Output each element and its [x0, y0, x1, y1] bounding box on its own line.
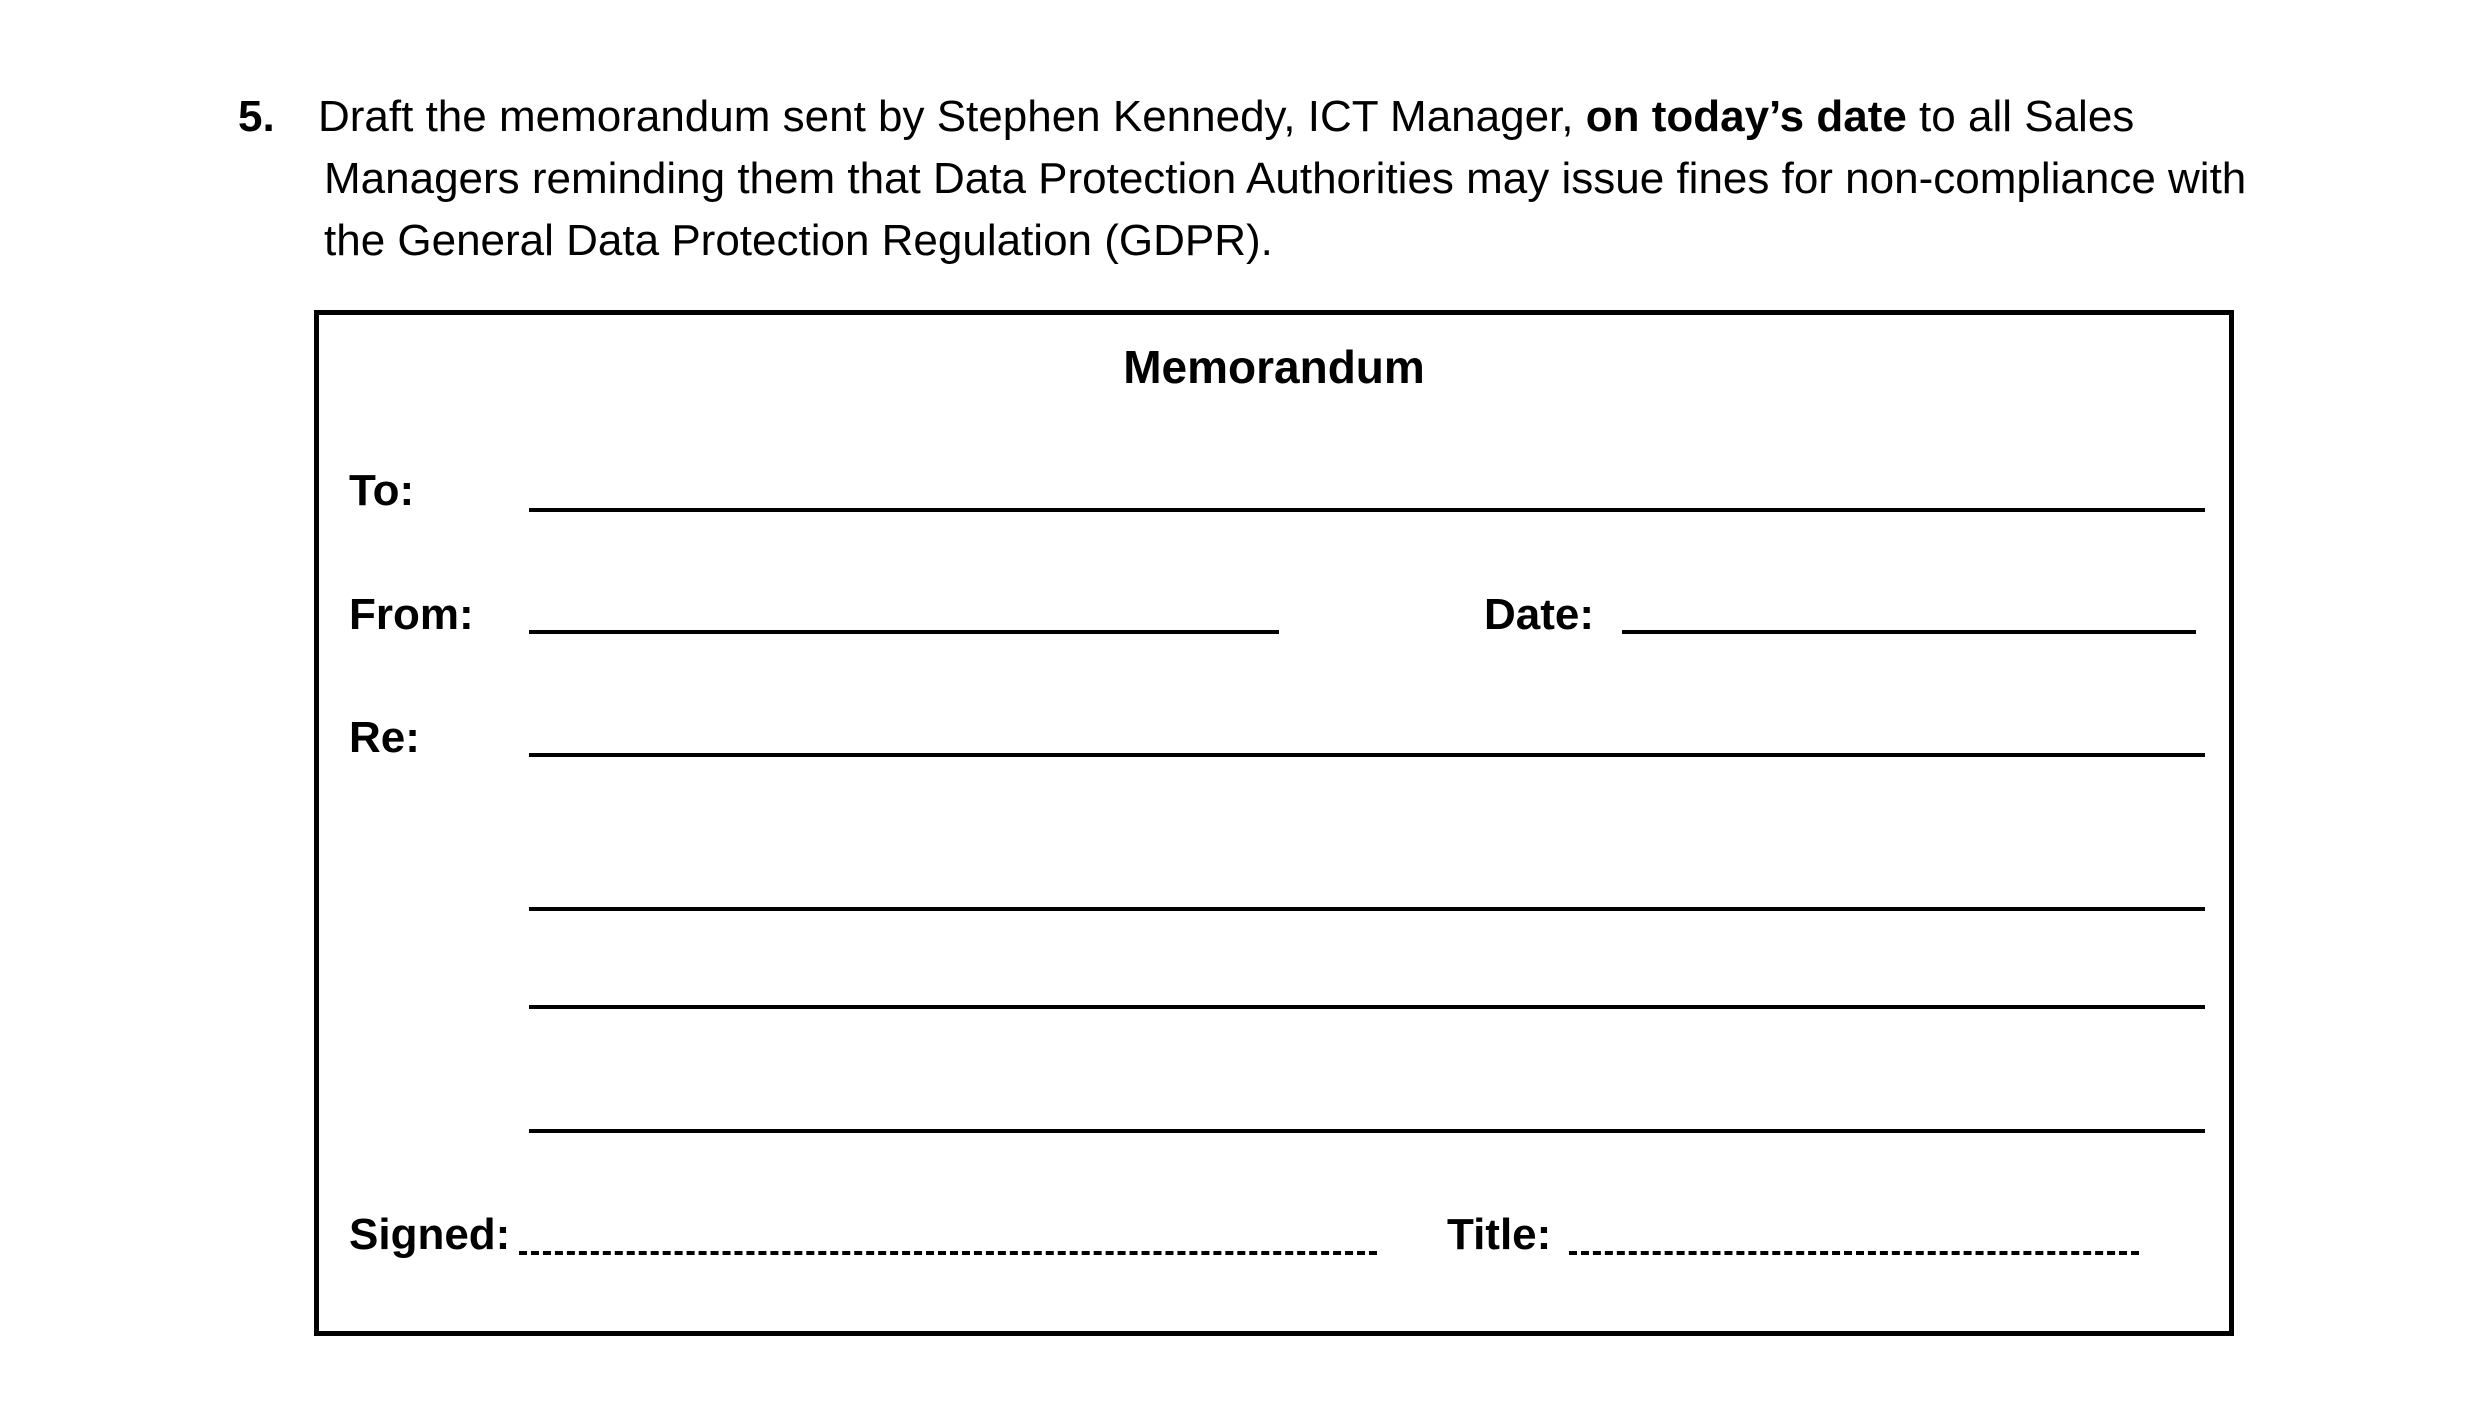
title-field-line[interactable]: [1569, 1251, 2139, 1255]
question-text-start: Draft the memorandum sent by Stephen Kennedy, ICT Manager,: [318, 92, 1586, 141]
memorandum-form: [314, 310, 2234, 1336]
from-field-line[interactable]: [529, 630, 1279, 634]
signed-label: Signed:: [349, 1210, 511, 1259]
title-label: Title:: [1447, 1210, 1552, 1259]
to-label: To:: [349, 466, 415, 515]
question-text: [318, 86, 2318, 272]
memo-title: Memorandum: [1123, 341, 1425, 393]
question-text-emphasis: on today’s date: [1585, 92, 1907, 141]
date-field-line[interactable]: [1622, 630, 2196, 634]
re-label: Re:: [349, 713, 420, 762]
question-text-end: to all Sales Managers reminding them that Data Protection Authorities may issue fines for non-compliance with the General Data Protection Regulation (GDPR).: [324, 92, 2247, 265]
body-line-3[interactable]: [529, 1129, 2205, 1133]
date-label: Date:: [1484, 590, 1595, 639]
re-field-line[interactable]: [529, 753, 2205, 757]
question-5: [238, 86, 2318, 272]
question-number: 5.: [238, 92, 275, 141]
from-label: From:: [349, 590, 474, 639]
body-line-1[interactable]: [529, 907, 2205, 911]
to-field-line[interactable]: [529, 508, 2205, 512]
signed-field-line[interactable]: [519, 1251, 1377, 1255]
body-line-2[interactable]: [529, 1005, 2205, 1009]
